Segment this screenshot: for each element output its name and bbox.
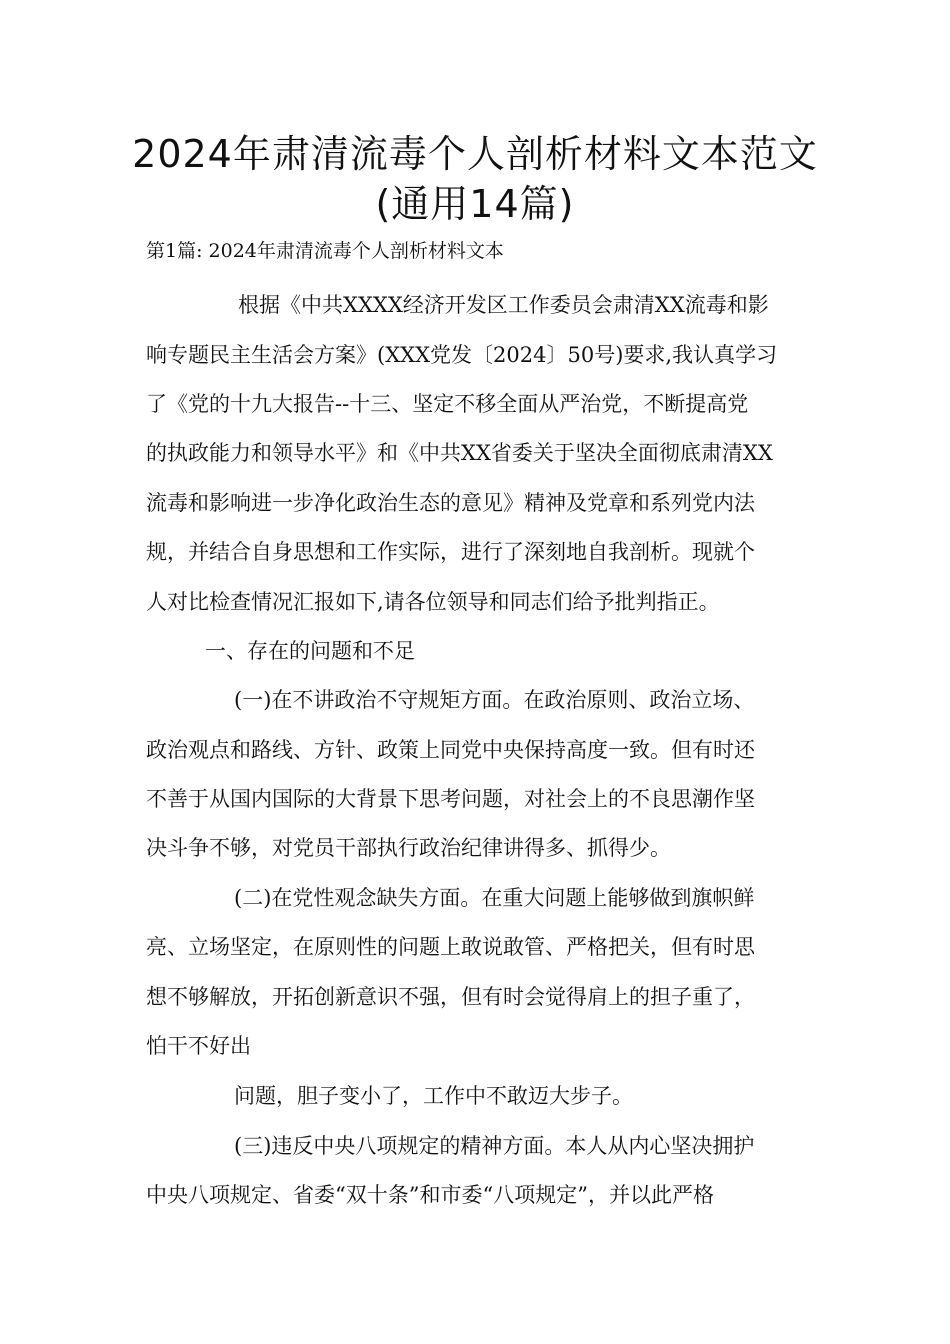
paragraph-line: 不善于从国内国际的大背景下思考问题，对社会上的不良思潮作坚 — [146, 787, 755, 811]
paragraph-line: 的执政能力和领导水平》和《中共XX省委关于坚决全面彻底肃清XX — [146, 441, 773, 465]
document-title-line-1: 2024年肃清流毒个人剖析材料文本范文 — [132, 132, 818, 176]
document-title-line-2: (通用14篇) — [375, 182, 575, 226]
paragraph-line: (二)在党性观念缺失方面。在重大问题上能够做到旗帜鲜 — [234, 886, 755, 910]
paragraph-line: 规，并结合自身思想和工作实际，进行了深刻地自我剖析。现就个 — [146, 540, 755, 564]
section-heading: 第1篇: 2024年肃清流毒个人剖析材料文本 — [146, 240, 504, 262]
paragraph-line: 问题，胆子变小了，工作中不敢迈大步子。 — [234, 1084, 633, 1108]
paragraph-line: 决斗争不够，对党员干部执行政治纪律讲得多、抓得少。 — [146, 836, 671, 860]
paragraph-line: 亮、立场坚定，在原则性的问题上敢说敢管、严格把关，但有时思 — [146, 935, 755, 959]
paragraph-line: (三)违反中央八项规定的精神方面。本人从内心坚决拥护 — [234, 1134, 755, 1158]
section-heading-problems: 一、存在的问题和不足 — [205, 639, 415, 663]
paragraph-line: 了《党的十九大报告--十三、坚定不移全面从严治党，不断提高党 — [146, 392, 749, 416]
paragraph-line: 政治观点和路线、方针、政策上同党中央保持高度一致。但有时还 — [146, 738, 755, 762]
paragraph-line: 人对比检查情况汇报如下,请各位领导和同志们给予批判指正。 — [146, 590, 720, 614]
paragraph-line: 根据《中共XXXX经济开发区工作委员会肃清XX流毒和影 — [238, 293, 769, 317]
paragraph-line: 中央八项规定、省委“双十条”和市委“八项规定”，并以此严格 — [146, 1183, 714, 1207]
paragraph-line: 怕干不好出 — [146, 1034, 251, 1058]
paragraph-line: 响专题民主生活会方案》(XXX党发〔2024〕50号)要求,我认真学习 — [146, 343, 778, 367]
paragraph-line: 想不够解放，开拓创新意识不强，但有时会觉得肩上的担子重了， — [146, 985, 755, 1009]
paragraph-line: 流毒和影响进一步净化政治生态的意见》精神及党章和系列党内法 — [146, 491, 755, 515]
paragraph-line: (一)在不讲政治不守规矩方面。在政治原则、政治立场、 — [234, 688, 755, 712]
